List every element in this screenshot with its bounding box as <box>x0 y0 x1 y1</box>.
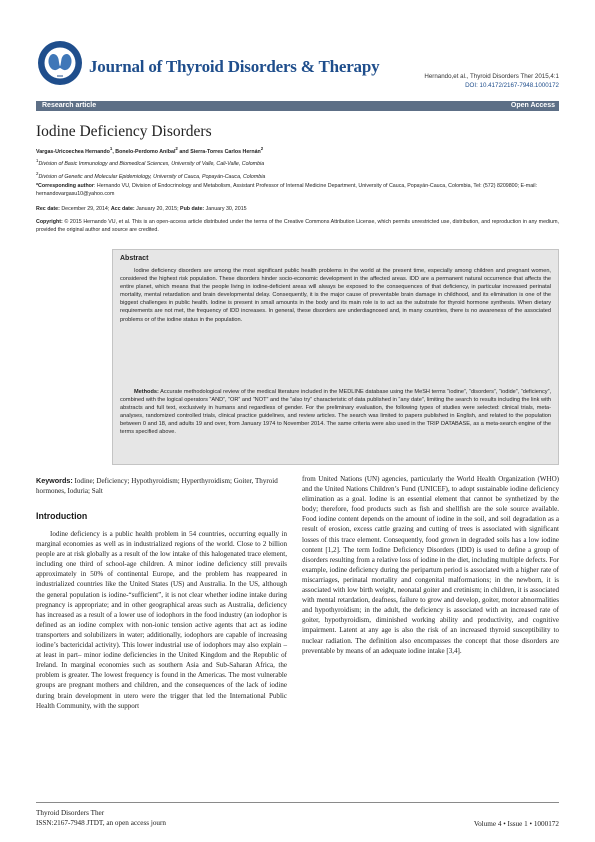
abstract-heading: Abstract <box>120 255 149 262</box>
corresponding-text: : Hernando VU, Division of Endocrinology and Metabolism, Assistant Professor of Internal Medicine Department, University of Cauca, Popayán-Cauca, Colombia, Tel: (572) 8209800; E-mail: hernandovargasu10@yahoo.com <box>36 183 537 197</box>
intro-paragraph: from United Nations (UN) agencies, particularly the World Health Organization (WHO) and the United Nations Children’s Fund (UNICEF), to adopt sustainable iodine deficiency elimination as a goal. Iodine is an essential element that cannot be synthetized by the body; therefore, food products such as fish and shellfish are the sole source available. Food iodine content depends on the amount of iodine in the soil, and soil degradation as a result of erosion, excess cattle grazing and cutting of trees is associated with significant losses of this trace element. Consequently, food grown in degraded soils has a low iodine content [1,2]. The term Iodine Deficiency Disorders (IDD) is used to define a group of disorders resulting from a relative loss of iodine in the diet, including multiple defects. For example, iodine deficiency during the peripartum period is associated with a higher rate of miscarriages, perinatal mortality and congenital malformations; in the newborn, it is associated with low birth weight, neonatal goiter and cretinism; in children, it is associated with mental retardation, deafness, failure to grow and develop, goiter, motor abnormalities and hypothyroidism; in the adult, the deficiency is associated with an increased rate of goiter, hypothyroidism, diminished working ability and productivity, and cognitive impairment. Latent at any age is also the risk of an increased thyroid susceptibility to nuclear radiation. The definition also encompasses the concept that those disorders are preventable by means of an adequate iodine intake [3,4]. <box>302 475 559 655</box>
intro-paragraph: Iodine deficiency is a public health problem in 54 countries, occurring equally in marginal economies as well as in industrialized regions of the world. Close to 2 billion people are at risk globally as a result of the low intake of this halogenated trace element, including one third of school-age children. A minor iodine deficiency still prevails approximately in 50% of continental Europe, and the problem has reappeared in industrialized countries like the United States (US) and Australia. In the US, although the general population is iodine-“sufficient”, it is not clear whether iodine intake during pregnancy is appropriate; and in other geographical areas such as Australia, deficiency has increased as a result of a lower use of iodophors in the food industry (an iodophor is defined as an iodine complex with non-ionic tension active agents that act as iodine transporters and solubilizers in water; additionally, iodophors are capable of increasing iodine’s bactericidal activity). This lower industrial use of iodophors may also explain –at least in part– minor iodine deficiencies in the United Kingdom and the Republic of Ireland. In marginal economies such as southern Asia and Sub-Saharan Africa, the problem is greater. The lowest frequency is found in the Americas. The most vulnerable groups are pregnant mothers and children, and the consequences of the lack of iodine during brain development in utero were the trigger that led the International Public Health Community, with the support <box>36 530 287 710</box>
keywords <box>36 476 286 496</box>
corresponding-label: *Corresponding author <box>36 183 94 189</box>
introduction-heading: Introduction <box>36 511 88 521</box>
affiliation-marker: 2 <box>36 171 39 176</box>
author-list <box>36 145 559 156</box>
intro-left-column <box>36 529 287 711</box>
rec-date-label: Rec date: <box>36 206 60 212</box>
footer-issn: ISSN:2167-7948 JTDT, an open access journ <box>36 819 167 827</box>
journal-logo <box>37 40 83 86</box>
acc-date: January 20, 2015; <box>136 206 179 212</box>
affiliation <box>36 170 559 181</box>
copyright-notice <box>36 219 559 234</box>
affiliation-text: Division of Basic Immunology and Biomedical Sciences, University of Valle, Cali-Valle, Colombia <box>38 160 265 167</box>
open-access-label: Open Access <box>510 102 555 109</box>
footer-divider <box>36 802 559 803</box>
article-type-bar <box>36 101 559 111</box>
affiliation-marker: 1 <box>109 146 113 151</box>
author-name: and Sierra-Torres Carlos Hernán <box>177 148 261 155</box>
copyright-text: © 2015 Hernando VU, et al. This is an open-access article distributed under the terms of the Creative Commons Attribution License, which permits unrestricted use, distribution, and reproduction in any medium, provided the original author and source are credited. <box>36 219 559 233</box>
abstract-body: Iodine deficiency disorders are among the most significant public health problems in the world at the present time, especially among children and pregnant women, considered the highest risk population. These disorders hinder socio-economic development in the affected areas. IDD are a permanent natural occurrence that affects the entire planet, which means that the people living in iodine-deficient areas will always be exposed to the consequences of that deficiency, in particular increased perinatal mortality, mental retardation and brain developmental delay. Consequently, it is the major cause of preventable brain damage in childhood, and its elimination is one of the biggest challenges in public health. Iodine is present in small amounts in the body and its main role is to act as the substrate for thyroid hormone synthesis. When dietary requirements are not met, the frequency of IDD increases. In general, these disorders are underdiagnosed and, in many countries, there is no awareness of the associated problems or of the iodine status in the population. <box>120 268 551 323</box>
keywords-label: Keywords: <box>36 476 73 485</box>
doi-link[interactable]: DOI: 10.4172/2167-7948.1000172 <box>465 82 559 89</box>
acc-date-label: Acc date: <box>110 206 135 212</box>
footer-volume: Volume 4 • Issue 1 • 1000172 <box>473 820 559 828</box>
methods-paragraph <box>120 388 551 437</box>
affiliation-text: Division of Genetic and Molecular Epidemiology, University of Cauca, Popayán-Cauca, Colombia <box>38 173 266 180</box>
methods-label: Methods: <box>134 389 159 395</box>
abstract-box <box>112 249 559 465</box>
citation-info <box>359 72 559 90</box>
affiliation-marker: 1 <box>36 158 39 163</box>
pub-date: January 30, 2015 <box>205 206 247 212</box>
article-type: Research article <box>42 102 97 109</box>
journal-title: Journal of Thyroid Disorders & Therapy <box>89 57 380 76</box>
paper-title: Iodine Deficiency Disorders <box>36 123 212 140</box>
affiliation <box>36 157 559 168</box>
footer-journal: Thyroid Disorders Ther <box>36 809 105 817</box>
author-name: , Bonelo-Perdomo Aníbal <box>112 148 176 155</box>
affiliation-marker: 2 <box>260 146 264 151</box>
corresponding-author <box>36 183 559 198</box>
copyright-label: Copyright: <box>36 219 63 225</box>
methods-body: Accurate methodological review of the medical literature included in the MEDLINE database using the MeSH terms “iodine”, “disorders”, “iodide”, “deficiency”, combined with the logical operators “AND”, “OR” and “NOT” and the “also try” characteristic of data published in “any date”, limiting the search to results including the link with abstracts and full text, exclusively in humans and regardless of gender. For the preliminary evaluation, the following types of studies were selected: clinical trials, meta-analyses, randomized controlled trials, clinical practice guidelines, and review articles. The search was limited to papers published in English, and related to the population between 0 and 18, and adults 19 and over, from January 1974 to November 2014. The same criteria were also used in the TRIP DATABASE, as a meta-search engine of the terms specified above. <box>120 389 551 436</box>
rec-date: December 29, 2014; <box>61 206 110 212</box>
citation-line: Hernando,et al., Thyroid Disorders Ther 2015,4:1 <box>424 73 559 80</box>
affiliation-marker: 2 <box>175 146 178 151</box>
article-dates <box>36 206 559 214</box>
pub-date-label: Pub date: <box>180 206 205 212</box>
intro-right-column <box>302 474 559 656</box>
author-name: Vargas-Uricoechea Hernando <box>36 148 110 155</box>
keywords-text: Iodine; Deficiency; Hypothyroidism; Hyperthyroidism; Goiter, Thyroid hormones, Ioduria; Salt <box>36 477 278 495</box>
